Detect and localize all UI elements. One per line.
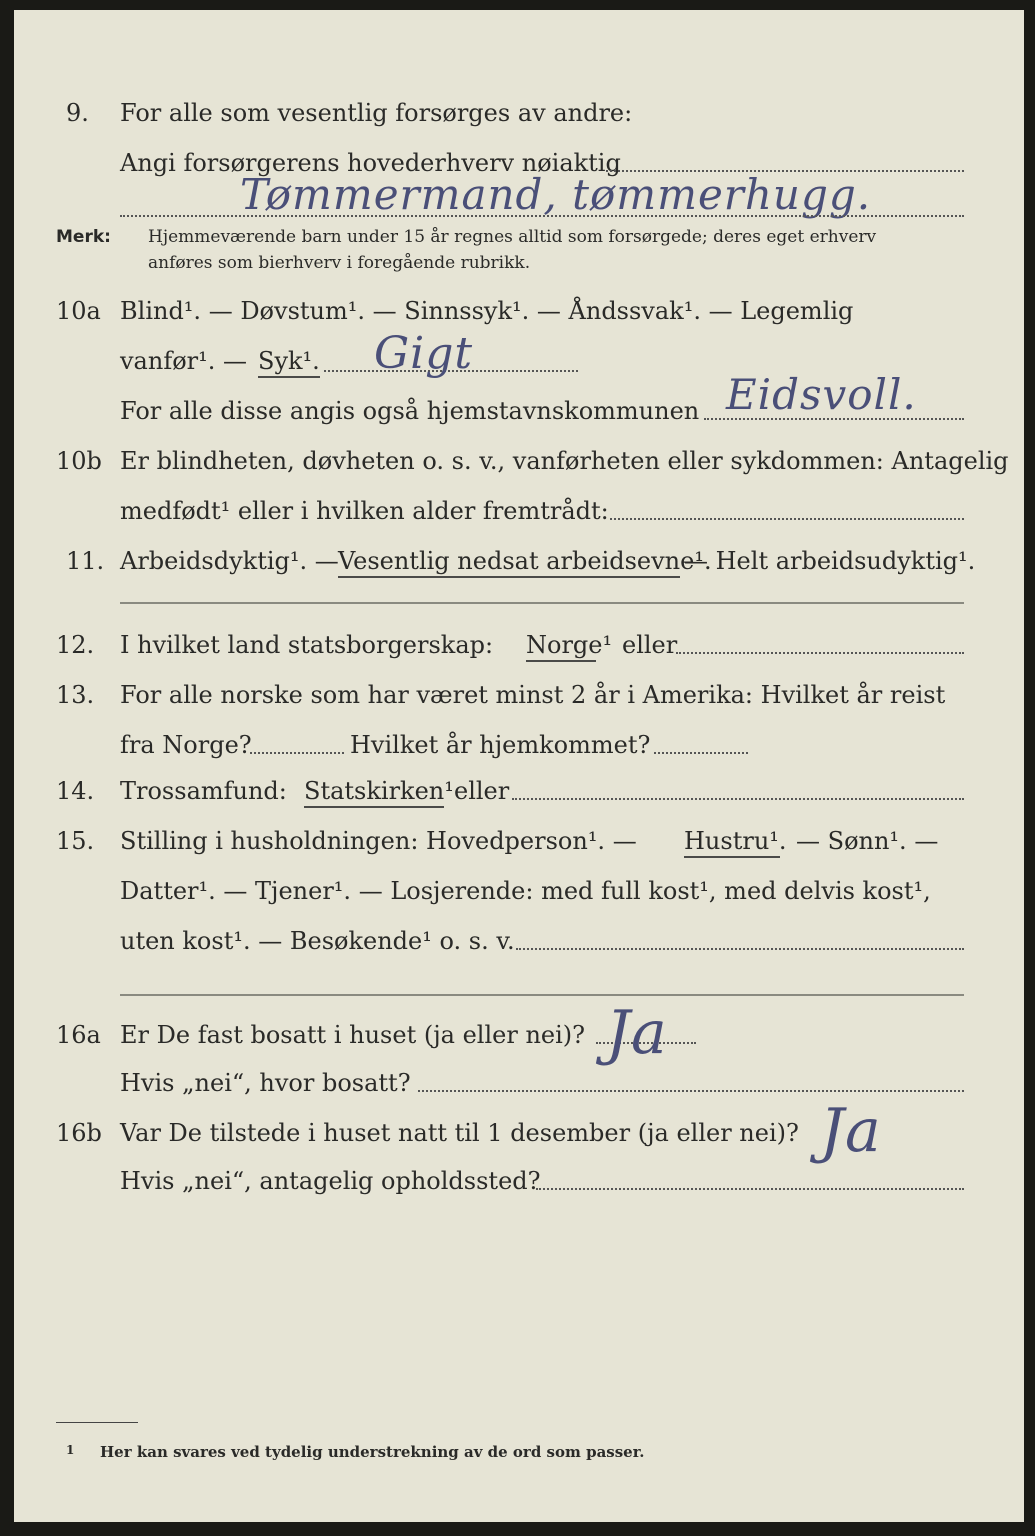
q9-line2: Angi forsørgerens hovederhverv nøiaktig (120, 149, 621, 177)
q16a-fill-line-2 (418, 1090, 964, 1092)
q10b-line2: medfødt¹ eller i hvilken alder fremtrådt: (120, 497, 609, 525)
q9-answer-handwriting: Tømmermand, tømmerhugg. (240, 170, 872, 219)
census-form-page (14, 10, 1024, 1522)
q10a-syk-underline (258, 376, 320, 378)
q16b-number: 16b (56, 1119, 102, 1147)
footnote-rule (56, 1422, 138, 1423)
q10a-line2a: vanfør¹. — (120, 347, 248, 375)
q13-number: 13. (56, 681, 95, 709)
q13-hjemkommet-fill-line (654, 752, 748, 754)
q14-fill-line (512, 798, 964, 800)
q11-part2-underline (338, 576, 680, 578)
q10a-syk-answer-handwriting: Gigt (374, 328, 474, 379)
footnote-text: Her kan svares ved tydelig understrekning av de ord som passer. (100, 1443, 645, 1461)
q16b-line1: Var De tilstede i huset natt til 1 desember (ja eller nei)? (120, 1119, 799, 1147)
q16b-answer-handwriting: Ja (820, 1096, 882, 1166)
q14-number: 14. (56, 777, 95, 805)
q16a-number: 16a (56, 1021, 101, 1049)
q9-fill-line-2 (120, 215, 964, 217)
q15-number: 15. (56, 827, 95, 855)
q12-norge-underline (526, 660, 596, 662)
q10b-number: 10b (56, 447, 102, 475)
q15-hustru-option: Hustru¹. (684, 827, 787, 855)
q14-statskirken-option: Statskirken¹ (304, 777, 454, 805)
q11-part1: Arbeidsdyktig¹. — (120, 547, 339, 575)
q10a-line3: For alle disse angis også hjemstavnskommunen (120, 397, 700, 425)
q15-hustru-underline (684, 856, 780, 858)
q16a-line2: Hvis „nei“, hvor bosatt? (120, 1069, 411, 1097)
q10a-number: 10a (56, 297, 101, 325)
q13-line2a: fra Norge? (120, 731, 252, 759)
q13-line2b: Hvilket år hjemkommet? (350, 731, 651, 759)
q12-fill-line (676, 652, 964, 654)
footnote-mark: 1 (66, 1443, 75, 1457)
q16a-answer-handwriting: Ja (606, 998, 668, 1068)
q12-part3: eller (622, 631, 678, 659)
q16b-line2: Hvis „nei“, antagelig opholdssted? (120, 1167, 541, 1195)
q9-number: 9. (66, 99, 89, 127)
q14-part1: Trossamfund: (120, 777, 287, 805)
q10a-kommune-answer-handwriting: Eidsvoll. (726, 370, 917, 419)
q15-line2: Datter¹. — Tjener¹. — Losjerende: med full kost¹, med delvis kost¹, (120, 877, 931, 905)
q11-number: 11. (66, 547, 105, 575)
q10a-line1: Blind¹. — Døvstum¹. — Sinnssyk¹. — Åndssvak¹. — Legemlig (120, 297, 854, 325)
q11-blank-line (120, 602, 964, 604)
q10b-line1: Er blindheten, døvheten o. s. v., vanførheten eller sykdommen: Antagelig (120, 447, 1009, 475)
merk-label: Merk: (56, 227, 111, 247)
q9-line1: For alle som vesentlig forsørges av andre: (120, 99, 633, 127)
q11-part2: Vesentlig nedsat arbeidsevne¹. (338, 547, 712, 575)
q10b-fill-line (610, 518, 964, 520)
q12-number: 12. (56, 631, 95, 659)
q15-line1a: Stilling i husholdningen: Hovedperson¹. — (120, 827, 637, 855)
q13-reist-fill-line (250, 752, 344, 754)
q14-statskirken-underline (304, 806, 444, 808)
q15-blank-line (120, 994, 964, 996)
q16b-fill-line (536, 1188, 964, 1190)
q13-line1: For alle norske som har været minst 2 år i Amerika: Hvilket år reist (120, 681, 946, 709)
q15-line1c: — Sønn¹. — (796, 827, 939, 855)
q16a-line1: Er De fast bosatt i huset (ja eller nei)? (120, 1021, 586, 1049)
q14-part3: eller (454, 777, 510, 805)
q11-part3: — Helt arbeidsudyktig¹. (684, 547, 976, 575)
q12-part1: I hvilket land statsborgerskap: (120, 631, 494, 659)
q10a-syk-option: Syk¹. (258, 347, 320, 375)
q15-fill-line (516, 948, 964, 950)
merk-line1: Hjemmeværende barn under 15 år regnes alltid som forsørgede; deres eget erhverv (148, 227, 877, 247)
merk-line2: anføres som bierhverv i foregående rubrikk. (148, 253, 531, 273)
q15-line3: uten kost¹. — Besøkende¹ o. s. v. (120, 927, 515, 955)
q12-norge-option: Norge¹ (526, 631, 613, 659)
